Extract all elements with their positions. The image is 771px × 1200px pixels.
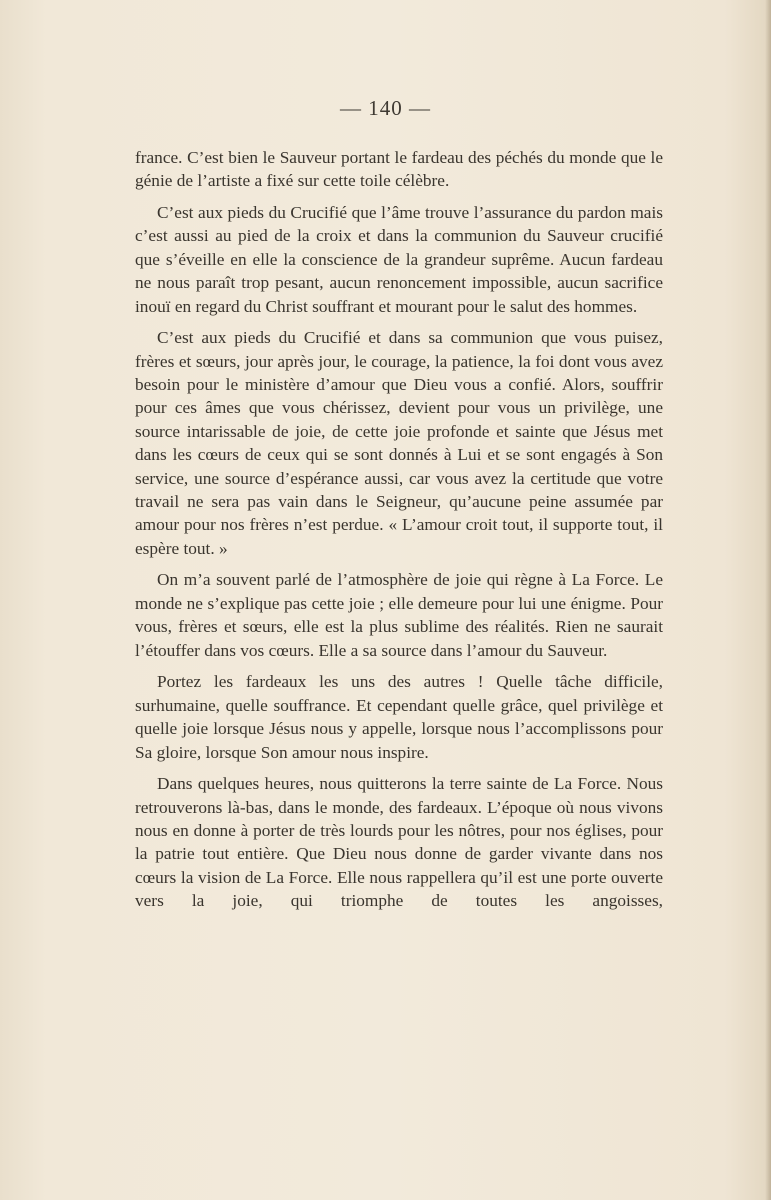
paragraph: Portez les fardeaux les uns des autres ! Quelle tâche difficile, surhumaine, quelle souffrance. Et cependant quelle grâce, quel privilège et quelle joie lorsque Jésus nous y appelle, lorsque nous l’accomplissons pour Sa gloire, lorsque Son amour nous inspire. bbox=[135, 672, 663, 762]
paragraph: C’est aux pieds du Crucifié et dans sa communion que vous puisez, frères et sœurs, jour après jour, le courage, la patience, la foi dont vous avez besoin pour le ministère d’amour que Dieu vous a confié. Alors, souffrir pour ces âmes que vous chérissez, devient pour vous un privilège, une source intarissable de joie, de cette joie profonde et sainte que Jésus met dans les cœurs de ceux qui se sont donnés à Lui et se sont engagés à Son service, une source d’espérance aussi, car vous avez la certitude que votre travail ne sera pas vain dans le Seigneur, qu’aucune peine assumée par amour pour nos frères n’est perdue. « L’amour croit tout, il supporte tout, il espère tout. » bbox=[135, 328, 663, 558]
paragraph: france. C’est bien le Sauveur portant le fardeau des péchés du monde que le génie de l’artiste a fixé sur cette toile célèbre. bbox=[135, 148, 663, 191]
body-text bbox=[135, 146, 663, 913]
page-number: — 140 — bbox=[340, 96, 431, 120]
paragraph: C’est aux pieds du Crucifié que l’âme trouve l’assurance du pardon mais c’est aussi au pied de la croix et dans la communion du Sauveur crucifié que s’éveille en elle la conscience de la grandeur suprême. Aucun fardeau ne nous paraît trop pesant, aucun renoncement impossible, aucun sacrifice inouï en regard du Christ souffrant et mourant pour le salut des hommes. bbox=[135, 203, 663, 316]
paragraph: On m’a souvent parlé de l’atmosphère de joie qui règne à La Force. Le monde ne s’explique pas cette joie ; elle demeure pour lui une énigme. Pour vous, frères et sœurs, elle est la plus sublime des réalités. Rien ne saurait l’étouffer dans vos cœurs. Elle a sa source dans l’amour du Sauveur. bbox=[135, 570, 663, 660]
paragraph: Dans quelques heures, nous quitterons la terre sainte de La Force. Nous retrouverons là-bas, dans le monde, des fardeaux. L’époque où nous vivons nous en donne à porter de très lourds pour les nôtres, pour nos églises, pour la patrie tout entière. Que Dieu nous donne de garder vivante dans nos cœurs la vision de La Force. Elle nous rappellera qu’il est une porte ouverte vers la joie, qui triomphe de toutes les angoisses, bbox=[135, 774, 663, 911]
page-edge-shadow bbox=[765, 0, 771, 1200]
